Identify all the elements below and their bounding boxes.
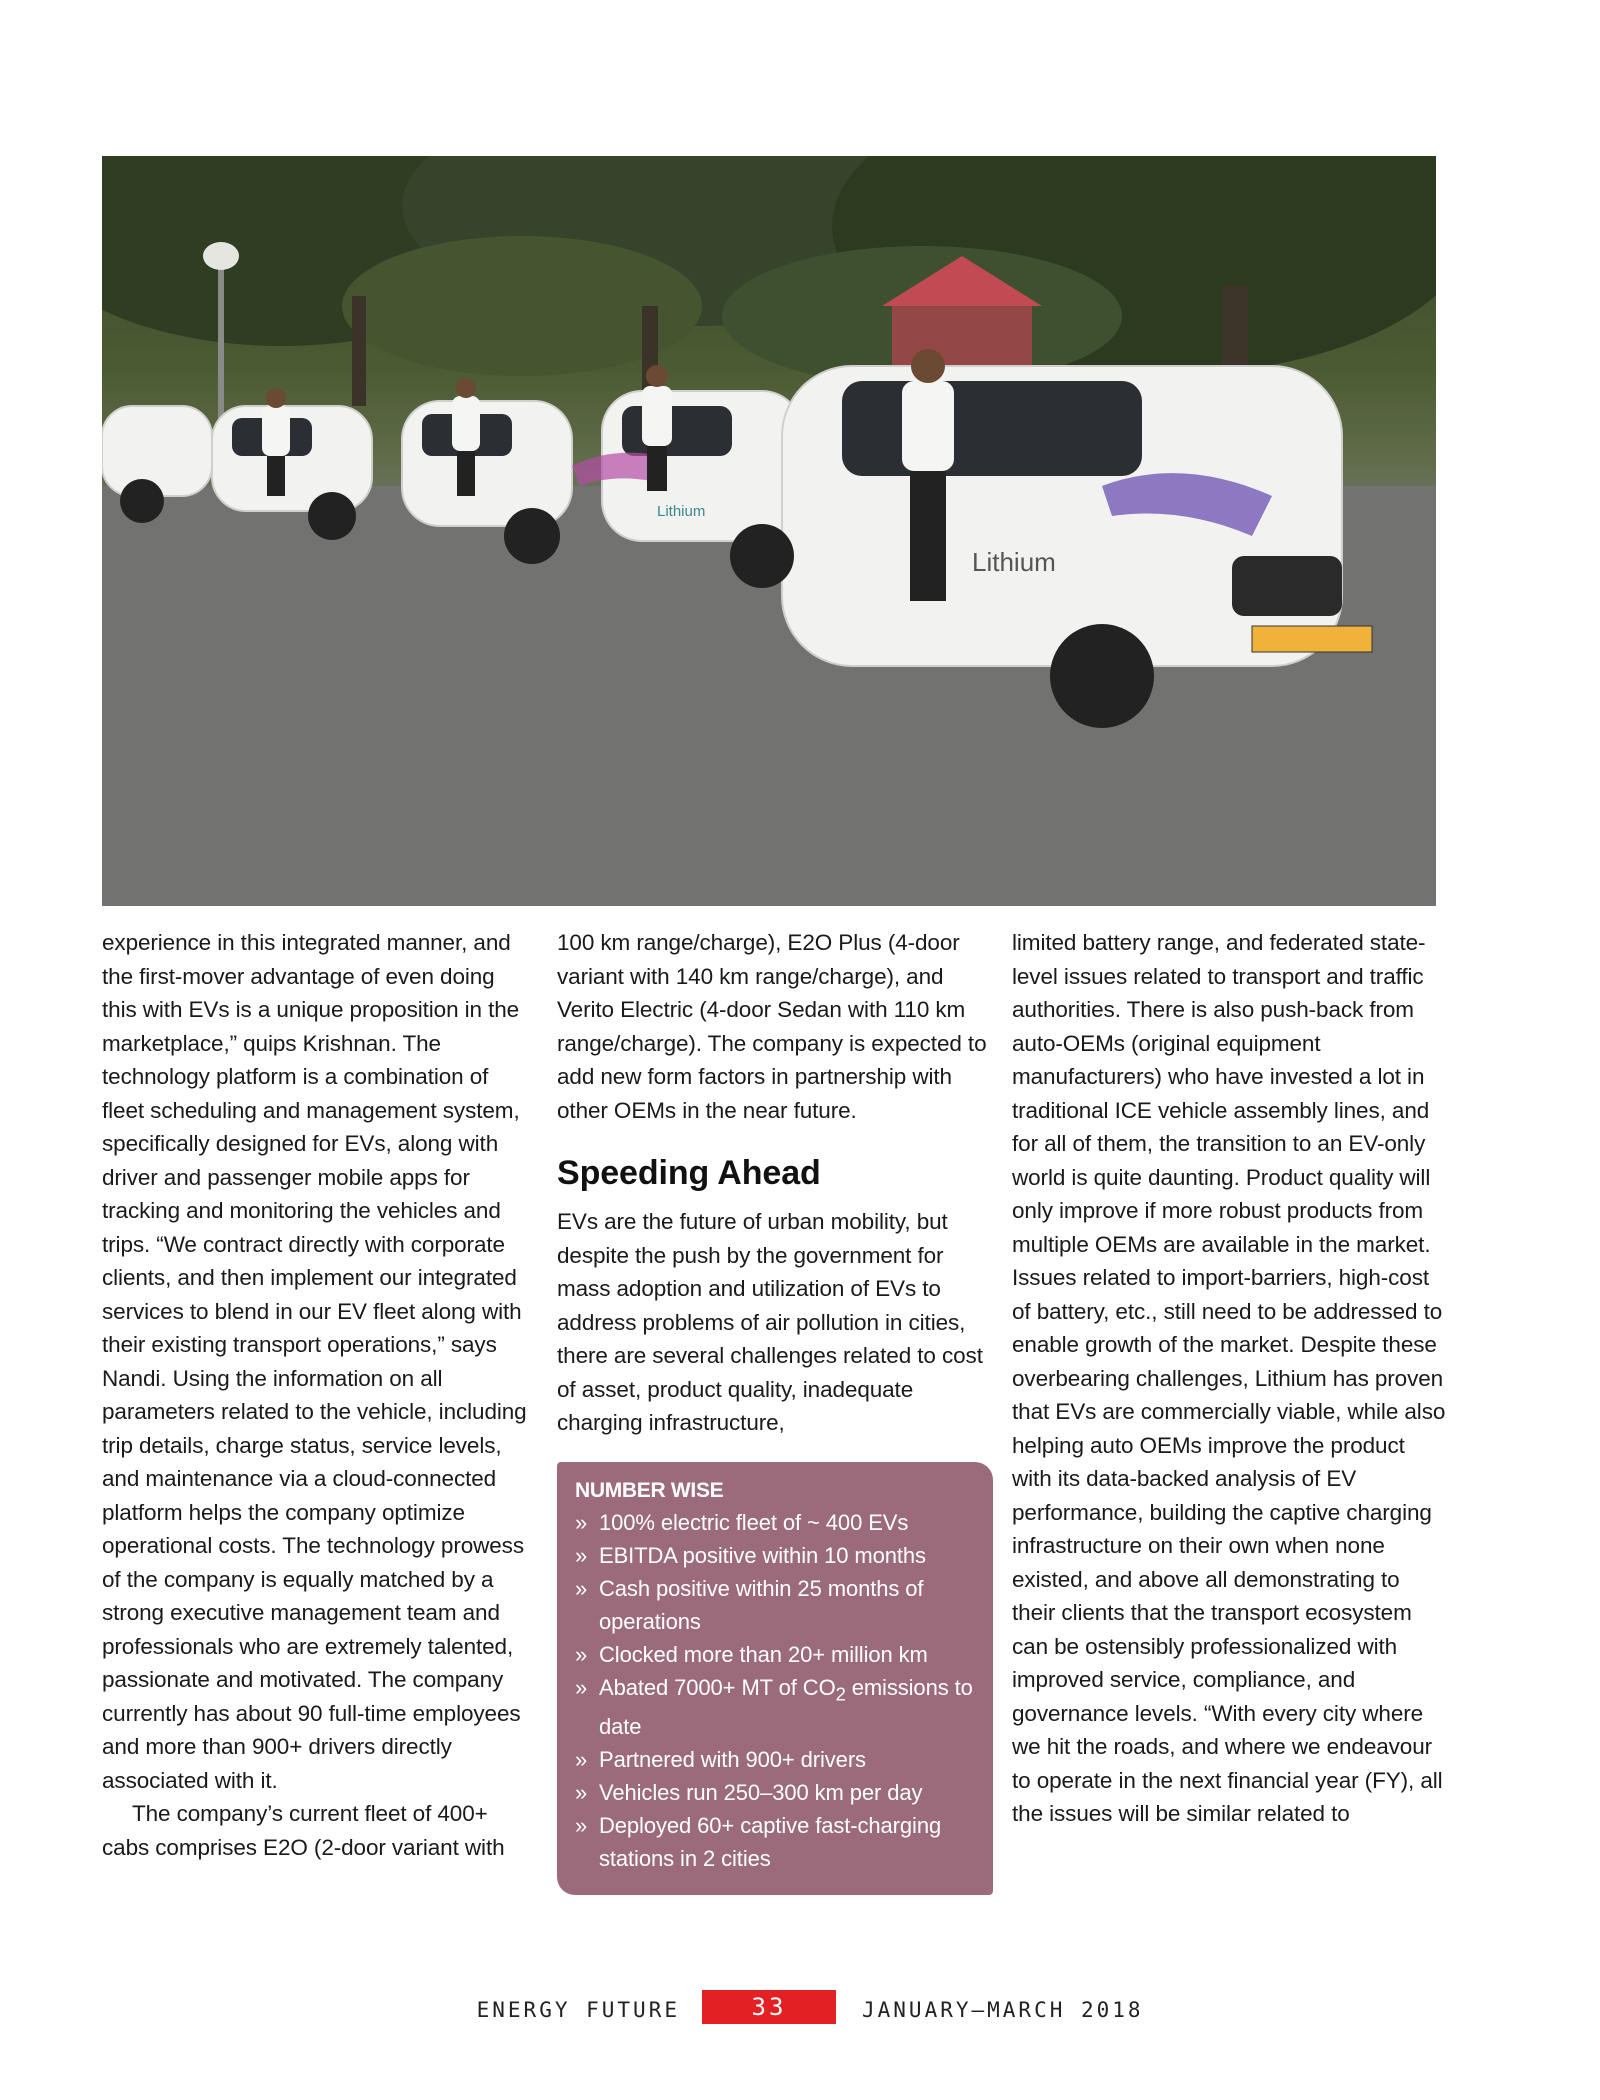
number-wise-callout	[557, 1462, 993, 1895]
photo-illustration	[102, 156, 1436, 906]
bullet-mark: »	[575, 1641, 588, 1667]
article-column-3	[1012, 926, 1448, 1831]
footer-issue-date: JANUARY–MARCH 2018	[862, 1998, 1144, 2022]
col1-paragraph-2: The company’s current fleet of 400+ cabs comprises E2O (2-door variant with	[102, 1801, 505, 1860]
bullet-mark: »	[575, 1674, 588, 1700]
page-footer	[0, 1990, 1600, 2030]
section-heading: Speeding Ahead	[557, 1154, 821, 1192]
car-door-logo-text: Lithium	[972, 547, 1056, 577]
col3-paragraph-1: limited battery range, and federated state-level issues related to transport and traffic authorities. There is also push-back from auto-OEMs (original equipment manufacturers) who have invested a lot in traditional ICE vehicle assembly lines, and for all of them, the transition to an EV-only world is quite daunting. Product quality will only improve if more robust products from multiple OEMs are available in the market. Issues related to import-barriers, high-cost of battery, etc., still need to be addressed to enable growth of the market. Despite these overbearing challenges, Lithium has proven that EVs are commercially viable, while also helping auto OEMs improve the product with its data-backed analysis of EV performance, building the captive charging infrastructure on their own when none existed, and above all demonstrating to their clients that the transport ecosystem can be ostensibly professionalized with improved service, compliance, and governance levels. “With every city where we hit the roads, and where we endeavour to operate in the next financial year (FY), all the issues will be similar related to	[1012, 930, 1446, 1826]
bullet-mark: »	[575, 1542, 588, 1568]
bullet-mark: »	[575, 1779, 588, 1805]
bullet-mark: »	[575, 1509, 588, 1535]
callout-list	[575, 1506, 977, 1875]
col2-paragraph-2: EVs are the future of urban mobility, but despite the push by the government for mass adoption and utilization of EVs to address problems of air pollution in cities, there are several challenges related to cost of asset, product quality, inadequate charging infrastructure,	[557, 1209, 983, 1435]
bullet-mark: »	[575, 1575, 588, 1601]
page-number-badge: 33	[702, 1990, 836, 2024]
list-item: » Cash positive within 25 months of operations	[575, 1572, 977, 1638]
col1-paragraph-1: experience in this integrated manner, and the first-mover advantage of even doing this with EVs is a unique proposition in the marketplace,” quips Krishnan. The technology platform is a combination of fleet scheduling and management system, specifically designed for EVs, along with driver and passenger mobile apps for tracking and monitoring the vehicles and trips. “We contract directly with corporate clients, and then implement our integrated services to blend in our EV fleet along with their existing transport operations,” says Nandi. Using the information on all parameters related to the vehicle, including trip details, charge status, service levels, and maintenance via a cloud-connected platform helps the company optimize operational costs. The technology prowess of the company is equally matched by a strong executive management team and professionals who are extremely talented, passionate and motivated. The company currently has about 90 full-time employees and more than 900+ drivers directly associated with it.	[102, 930, 527, 1793]
hero-photo-ev-fleet	[102, 156, 1436, 906]
list-item: » 100% electric fleet of ~ 400 EVs	[575, 1506, 977, 1539]
list-item: » Partnered with 900+ drivers	[575, 1743, 977, 1776]
bullet-mark: »	[575, 1746, 588, 1772]
col2-paragraph-1: 100 km range/charge), E2O Plus (4-door variant with 140 km range/charge), and Verito Electric (4-door Sedan with 110 km range/charge). The company is expected to add new form factors in partnership with other OEMs in the near future.	[557, 930, 987, 1123]
car-door-logo-text-2: Lithium	[657, 503, 706, 520]
callout-title: NUMBER WISE	[575, 1478, 724, 1502]
list-item: » Clocked more than 20+ million km	[575, 1638, 977, 1671]
article-column-2	[557, 926, 987, 1895]
article-column-1	[102, 926, 532, 1864]
co2-subscript: 2	[835, 1682, 846, 1704]
footer-magazine-name: ENERGY FUTURE	[476, 1998, 680, 2022]
list-item: » Deployed 60+ captive fast-charging stations in 2 cities	[575, 1809, 977, 1875]
list-item: » Abated 7000+ MT of $CO_2$ emissions to date	[575, 1671, 977, 1743]
bullet-mark: »	[575, 1812, 588, 1838]
list-item: » EBITDA positive within 10 months	[575, 1539, 977, 1572]
list-item: » Vehicles run 250–300 km per day	[575, 1776, 977, 1809]
